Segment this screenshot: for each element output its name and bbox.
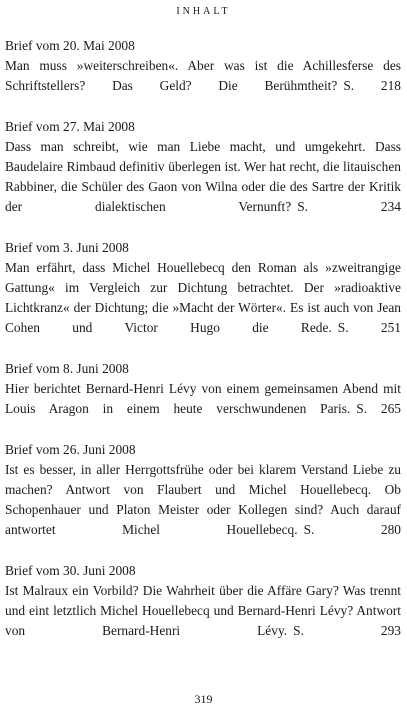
- running-header: INHALT: [176, 6, 231, 17]
- entry-body: [5, 460, 401, 540]
- entry-summary: Ist Malraux ein Vorbild? Die Wahrheit über die Affäre Gary? Was trennt und eint letztlich Michel Houellebecq und Bernard-Henri Lévy? Antwort von Bernard-Henri Lévy.: [5, 583, 401, 638]
- table-of-contents: [5, 36, 401, 662]
- toc-entry: [5, 238, 401, 338]
- entry-date: Brief vom 27. Mai 2008: [5, 119, 135, 134]
- toc-entry: [5, 117, 401, 217]
- toc-entry: [5, 359, 401, 419]
- entry-body: [5, 379, 401, 419]
- entry-date: Brief vom 20. Mai 2008: [5, 38, 135, 53]
- entry-page-ref: S. 265: [356, 401, 401, 416]
- entry-summary: Man muss »weiterschreiben«. Aber was ist die Achillesferse des Schriftstellers? Das Geld? Die Berühmtheit?: [5, 58, 401, 93]
- entry-date: Brief vom 26. Juni 2008: [5, 442, 136, 457]
- toc-entry: [5, 36, 401, 96]
- entry-body: [5, 56, 401, 96]
- entry-page-ref: S. 251: [337, 320, 401, 335]
- entry-page-ref: S. 218: [343, 78, 401, 93]
- entry-summary: Man erfährt, dass Michel Houellebecq den Roman als »zweitrangige Gattung« im Vergleich zur Dichtung betrachtet. Der »radioaktive Lichtkranz« der Dichtung; die »Macht der Wörter«. Es ist auch von Jean Cohen und Victor Hugo die Rede.: [5, 260, 401, 335]
- entry-date: Brief vom 3. Juni 2008: [5, 240, 129, 255]
- entry-summary: Hier berichtet Bernard-Henri Lévy von einem gemeinsamen Abend mit Louis Aragon in einem heute verschwundenen Paris.: [5, 381, 401, 416]
- toc-entry: [5, 561, 401, 641]
- entry-date: Brief vom 8. Juni 2008: [5, 361, 129, 376]
- page-number: 319: [194, 692, 213, 706]
- toc-entry: [5, 440, 401, 540]
- entry-body: [5, 137, 401, 217]
- entry-page-ref: S. 280: [303, 522, 401, 537]
- entry-page-ref: S. 293: [293, 623, 401, 638]
- entry-body: [5, 581, 401, 641]
- entry-summary: Ist es besser, in aller Herrgottsfrühe oder bei klarem Verstand Liebe zu machen? Antwort von Flaubert und Michel Houellebecq. Ob Schopenhauer und Platon Meister oder Kollegen sind? Auch darauf antwortet Michel Houellebecq.: [5, 462, 401, 537]
- entry-body: [5, 258, 401, 338]
- entry-page-ref: S. 234: [297, 199, 402, 214]
- entry-summary: Dass man schreibt, wie man Liebe macht, und umgekehrt. Dass Baudelaire Rimbaud definitiv überlegen ist. Wer hat recht, die litauischen Rabbiner, die Schüler des Gaon von Wilna oder die des Sartre der Kritik der dialektischen Vernunft?: [5, 139, 401, 214]
- entry-date: Brief vom 30. Juni 2008: [5, 563, 136, 578]
